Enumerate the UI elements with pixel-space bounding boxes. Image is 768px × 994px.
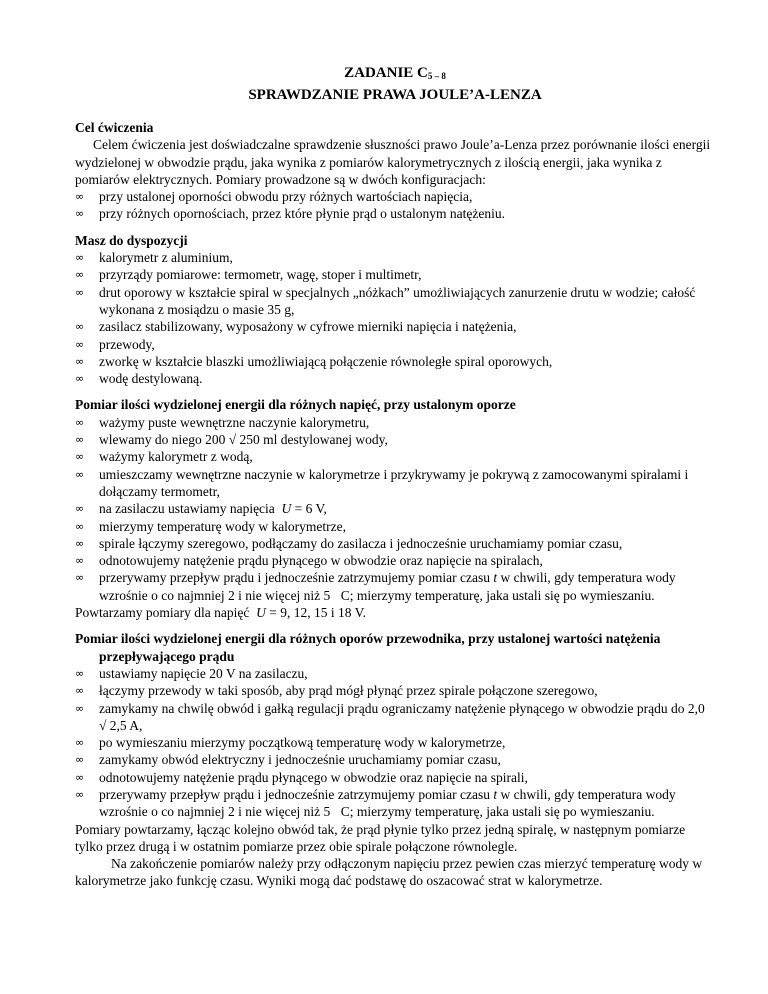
bullet-icon: ∞: [75, 354, 85, 368]
list-item: [75, 188, 715, 205]
list-item-text: ważymy kalorymetr z wodą,: [99, 449, 253, 465]
closing-paragraph: Na zakończenie pomiarów należy przy odłączonym napięciu przez pewien czas mierzyć temperaturę wody w kalorymetrze jako funkcję czasu. Wyniki mogą dać podstawę do oszacować strat w kalorymetrze.: [75, 856, 703, 889]
bullet-icon: ∞: [75, 207, 85, 221]
title-subscript: 5 – 8: [427, 71, 446, 81]
list-item-text: spirale łączymy szeregowo, podłączamy do zasilacza i jednocześnie uruchamiamy pomiar czasu,: [99, 535, 623, 551]
list-item: [75, 535, 715, 552]
bullet-list: [75, 665, 715, 821]
list-item: [75, 518, 715, 535]
bullet-list: [75, 249, 715, 387]
bullet-icon: ∞: [75, 502, 85, 516]
bullet-icon: ∞: [75, 337, 85, 351]
list-item-text: przy ustalonej oporności obwodu przy różnych wartościach napięcia,: [99, 189, 473, 205]
list-item-text: na zasilaczu ustawiamy napięcia: [99, 501, 275, 517]
section-paragraph: Celem ćwiczenia jest doświadczalne sprawdzenie słuszności prawo Joule’a-Lenza przez porównanie ilości energii wydzielonej w obwodzie prądu, jaka wynika z pomiarów kalorymetrycznych z ilością energii, jaka wynika z pomiarów elektrycznych. Pomiary prowadzone są w dwóch konfiguracjach:: [75, 137, 711, 187]
list-item-text: ustawiamy napięcie 20 V na zasilaczu,: [99, 665, 308, 681]
voltage-symbol: U: [281, 501, 292, 517]
list-item-text: przerywamy przepływ prądu i jednocześnie zatrzymujemy pomiar czasu: [99, 570, 490, 586]
bullet-icon: ∞: [75, 536, 85, 550]
bullet-icon: ∞: [75, 770, 85, 784]
list-item-text: kalorymetr z aluminium,: [99, 250, 233, 266]
document-subtitle: SPRAWDZANIE PRAWA JOULE’A-LENZA: [248, 87, 542, 103]
list-item: [75, 682, 715, 699]
bullet-icon: ∞: [75, 684, 85, 698]
section-voltage-measurement: [75, 396, 715, 621]
list-item: [75, 448, 715, 465]
list-item: [75, 353, 715, 370]
list-item-text: przewody,: [99, 336, 155, 352]
list-item: [75, 249, 715, 266]
list-item: [75, 466, 715, 501]
time-symbol: t: [493, 786, 498, 802]
list-item-text: po wymieszaniu mierzymy początkową temperaturę wody w kalorymetrze,: [99, 735, 506, 751]
bullet-icon: ∞: [75, 450, 85, 464]
list-item-text: w chwili, gdy temperatura wody wzrośnie o co najmniej 2 i nie więcej niż 5 C; mierzymy temperaturę, jaka ustali się po wymieszaniu.: [99, 570, 676, 603]
section-paragraph: Pomiary powtarzamy, łącząc kolejno obwód tak, że prąd płynie tylko przez jedną spiralę, w następnym pomiarze tylko przez drugą i w ostatnim pomiarze przez obie spirale połączone równolegle.: [75, 821, 686, 854]
bullet-icon: ∞: [75, 372, 85, 386]
list-item: [75, 318, 715, 335]
bullet-icon: ∞: [75, 701, 85, 715]
list-item: [75, 266, 715, 283]
list-item-text: zamykamy na chwilę obwód i gałką regulacji prądu ograniczamy natężenie płynącego w obwodzie prądu do 2,0 √ 2,5 A,: [99, 700, 705, 733]
list-item-text: przy różnych opornościach, przez które płynie prąd o ustalonym natężeniu.: [99, 206, 505, 222]
list-item-text: przyrządy pomiarowe: termometr, wagę, stoper i multimetr,: [99, 267, 422, 283]
document-page: [75, 64, 715, 890]
list-item-text: wlewamy do niego 200 √ 250 ml destylowanej wody,: [99, 432, 388, 448]
list-item: [75, 500, 715, 517]
bullet-icon: ∞: [75, 415, 85, 429]
list-item-text: ważymy puste wewnętrzne naczynie kalorymetru,: [99, 414, 370, 430]
list-item: [75, 734, 715, 751]
list-item: [75, 370, 715, 387]
list-item-text: odnotowujemy natężenie prądu płynącego w obwodzie oraz napięcie na spirali,: [99, 769, 528, 785]
bullet-list: [75, 188, 715, 223]
list-item: [75, 751, 715, 768]
list-item: [75, 205, 715, 222]
list-item: [75, 336, 715, 353]
section-equipment: [75, 232, 715, 388]
list-item-text: odnotowujemy natężenie prądu płynącego w obwodzie oraz napięcie na spiralach,: [99, 553, 543, 569]
time-symbol: t: [493, 570, 498, 586]
title-main: ZADANIE C: [344, 65, 428, 81]
bullet-icon: ∞: [75, 433, 85, 447]
repeat-text: Powtarzamy pomiary dla napięć: [75, 605, 250, 621]
bullet-icon: ∞: [75, 285, 85, 299]
bullet-icon: ∞: [75, 467, 85, 481]
list-item: [75, 569, 715, 604]
list-item-text: zasilacz stabilizowany, wyposażony w cyfrowe mierniki napięcia i natężenia,: [99, 319, 517, 335]
bullet-icon: ∞: [75, 571, 85, 585]
list-item-text: zamykamy obwód elektryczny i jednocześnie uruchamiamy pomiar czasu,: [99, 752, 501, 768]
bullet-icon: ∞: [75, 519, 85, 533]
section-resistance-measurement: [75, 630, 715, 889]
voltage-symbol: U: [256, 605, 266, 621]
list-item-text: umieszczamy wewnętrzne naczynie w kalorymetrze i przykrywamy je pokrywą z zamocowanymi spiralami i dołączamy termometr,: [99, 466, 689, 499]
list-item: [75, 284, 715, 319]
bullet-icon: ∞: [75, 268, 85, 282]
bullet-icon: ∞: [75, 787, 85, 801]
repeat-values: = 9, 12, 15 i 18 V.: [265, 605, 366, 621]
list-item: [75, 431, 715, 448]
section-heading: Pomiar ilości wydzielonej energii dla różnych napięć, przy ustalonym oporze: [75, 397, 516, 413]
bullet-icon: ∞: [75, 753, 85, 767]
bullet-icon: ∞: [75, 320, 85, 334]
list-item: [75, 700, 715, 735]
voltage-value: = 6 V,: [291, 501, 327, 517]
list-item-text: drut oporowy w kształcie spiral w specjalnych „nóżkach” umożliwiających zanurzenie drutu w wodzie; całość wykonana z mosiądzu o masie 35 g,: [99, 284, 696, 317]
list-item-text: łączymy przewody w taki sposób, aby prąd mógł płynąć przez spirale połączone szeregowo,: [99, 683, 598, 699]
section-heading: Cel ćwiczenia: [75, 120, 154, 135]
list-item-text: wodę destylowaną.: [99, 371, 203, 387]
list-item: [75, 665, 715, 682]
bullet-icon: ∞: [75, 190, 85, 204]
bullet-icon: ∞: [75, 666, 85, 680]
list-item-text: przerywamy przepływ prądu i jednocześnie zatrzymujemy pomiar czasu: [99, 786, 490, 802]
bullet-icon: ∞: [75, 736, 85, 750]
list-item: [75, 552, 715, 569]
repeat-note: [75, 604, 715, 621]
section-purpose: [75, 119, 715, 223]
section-heading: Masz do dyspozycji: [75, 232, 188, 248]
list-item: [75, 414, 715, 431]
list-item-text: mierzymy temperaturę wody w kalorymetrze,: [99, 518, 347, 534]
bullet-list: [75, 414, 715, 604]
bullet-icon: ∞: [75, 251, 85, 265]
list-item-text: w chwili, gdy temperatura wody wzrośnie o co najmniej 2 i nie więcej niż 5 C; mierzymy temperaturę, jaka ustali się po wymieszaniu.: [99, 786, 676, 820]
bullet-icon: ∞: [75, 554, 85, 568]
list-item-text: zworkę w kształcie blaszki umożliwiającą połączenie równoległe spiral oporowych,: [99, 353, 553, 369]
document-title: [75, 64, 715, 86]
list-item: [75, 786, 715, 821]
list-item: [75, 769, 715, 786]
section-heading: Pomiar ilości wydzielonej energii dla różnych oporów przewodnika, przy ustalonej wartości natężenia przepływającego prądu: [75, 631, 661, 664]
